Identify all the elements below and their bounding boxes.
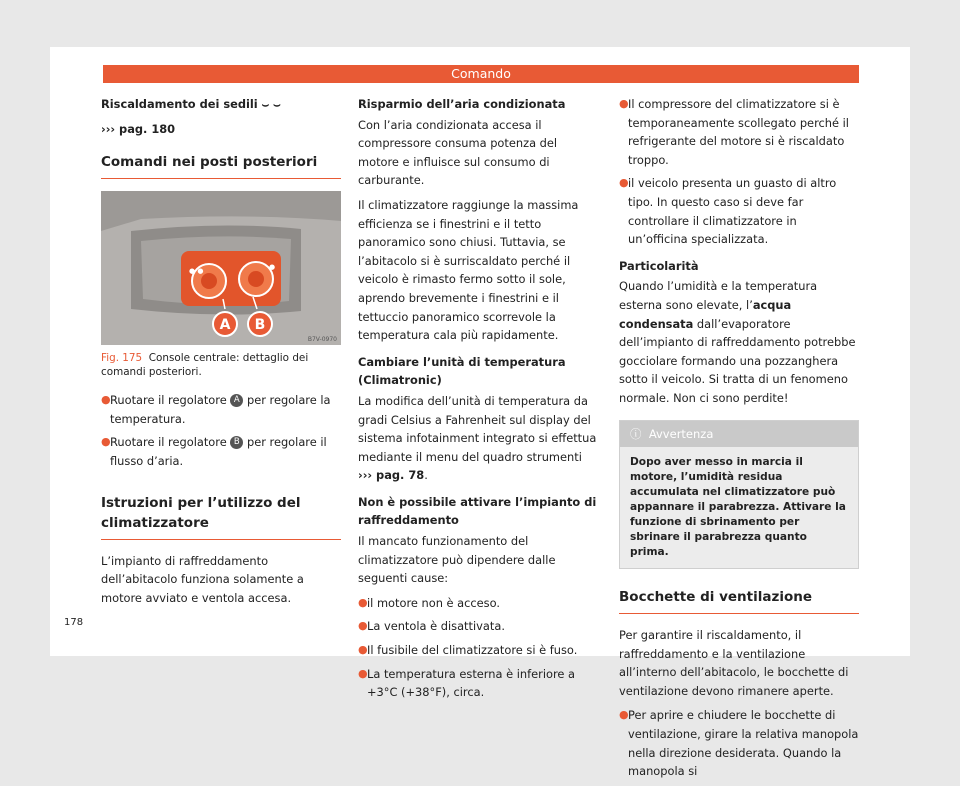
warning-text: Dopo aver messo in marcia il motore, l’umidità residua accumulata nel climatizzatore può appannare il parabrezza. Attivare la funzione di sbrinamento per sbrinare il parabrezza quanto prima. — [630, 456, 846, 559]
list-item: ● La ventola è disattivata. — [358, 619, 505, 634]
svg-text:B: B — [254, 317, 266, 334]
paragraph: La modifica dell’unità di temperatura da gradi Celsius a Fahrenheit sul display del sistema infotainment integrato si effettua mediante il menu del quadro strumenti ››› pag. 78. — [358, 393, 597, 483]
paragraph: Quando l’umidità e la temperatura esterna sono elevate, l’acqua condensata dall’evaporatore dell’impianto di raffreddamento potrebbe gocciolare formando una pozzanghera sotto il veicolo. Si tratta di un fenomeno normale. Non ci sono perdite! — [619, 279, 856, 405]
column-2 — [358, 95, 598, 707]
console-illustration — [101, 191, 341, 345]
paragraph: Il climatizzatore raggiunge la massima efficienza se i finestrini e il tetto panoramico sono chiusi. Tuttavia, se l’abitacolo si è surriscaldato perché il veicolo è rimasto fermo sotto il sole, aprendo brevemente i finestrini e il tettuccio panoramico scorrevole la temperatura cala più rapidamente. — [358, 197, 579, 343]
figure-caption: Fig. 175 Console centrale: dettaglio dei comandi posteriori. — [101, 352, 309, 379]
warning-box — [619, 420, 859, 570]
paragraph: Per garantire il riscaldamento, il raffreddamento e la ventilazione all’interno dell’abitacolo, le bocchette di ventilazione devono rimanere aperte. — [619, 628, 849, 698]
subheading: Risparmio dell’aria condizionata — [358, 97, 566, 111]
heading-rear-controls: Comandi nei posti posteriori — [101, 152, 341, 179]
svg-text:●: ● — [269, 263, 276, 272]
info-icon: ⓘ — [630, 426, 642, 441]
page-number: 178 — [64, 617, 84, 628]
subheading: Cambiare l’unità di temperatura (Climatronic) — [358, 354, 566, 388]
list-item: ● La temperatura esterna è inferiore a +3°C (+38°F), circa. — [358, 666, 575, 700]
list-item: ● Ruotare il regolatore B per regolare il flusso d’aria. — [101, 435, 327, 468]
section-header: Comando — [103, 65, 859, 83]
list-item: ● Per aprire e chiudere le bocchette di ventilazione, girare la relativa manopola nella direzione desiderata. Quando la manopola si — [619, 708, 859, 779]
list-item: ● il motore non è acceso. — [358, 595, 501, 610]
list-item: ● Il fusibile del climatizzatore si è fuso. — [358, 643, 578, 658]
subheading: Particolarità — [619, 258, 699, 273]
column-1 — [101, 95, 341, 613]
label-a-badge: A — [230, 394, 243, 407]
ref-title: Riscaldamento dei sedili ⌣ ⌣ — [101, 97, 281, 111]
paragraph: Con l’aria condizionata accesa il compressore consuma potenza del motore e influisce sul consumo di carburante. — [358, 117, 558, 188]
svg-text:A: A — [219, 317, 231, 334]
seat-heating-icon: ⌣ ⌣ — [261, 97, 281, 111]
ref-link[interactable]: ››› pag. 180 — [101, 121, 176, 136]
document-page — [50, 47, 910, 779]
paragraph: Il mancato funzionamento del climatizzatore può dipendere dalle seguenti cause: — [358, 534, 556, 586]
svg-text:B7V-0970: B7V-0970 — [307, 336, 337, 344]
svg-text:● ●: ● ● — [189, 267, 204, 276]
heading-vents: Bocchette di ventilazione — [619, 587, 859, 614]
column-3 — [619, 95, 859, 786]
list-item: ● Il compressore del climatizzatore si è temporaneamente scollegato perché il refrigerante del motore si è riscaldato troppo. — [619, 97, 849, 167]
paragraph: L’impianto di raffreddamento dell’abitacolo funziona solamente a motore avviato e ventola accesa. — [101, 553, 304, 605]
heading-instructions: Istruzioni per l’utilizzo del climatizzatore — [101, 493, 341, 540]
label-b-badge: B — [230, 436, 243, 449]
warning-header: ⓘ Avvertenza — [620, 421, 858, 448]
page-link[interactable]: ››› pag. 78 — [358, 468, 425, 483]
figure-175 — [101, 191, 341, 345]
list-item: ● Ruotare il regolatore A per regolare la temperatura. — [101, 393, 331, 426]
subheading: Non è possibile attivare l’impianto di raffreddamento — [358, 494, 597, 528]
list-item: ● il veicolo presenta un guasto di altro tipo. In questo caso si deve far controllare il climatizzatore in un’officina specializzata. — [619, 176, 837, 247]
